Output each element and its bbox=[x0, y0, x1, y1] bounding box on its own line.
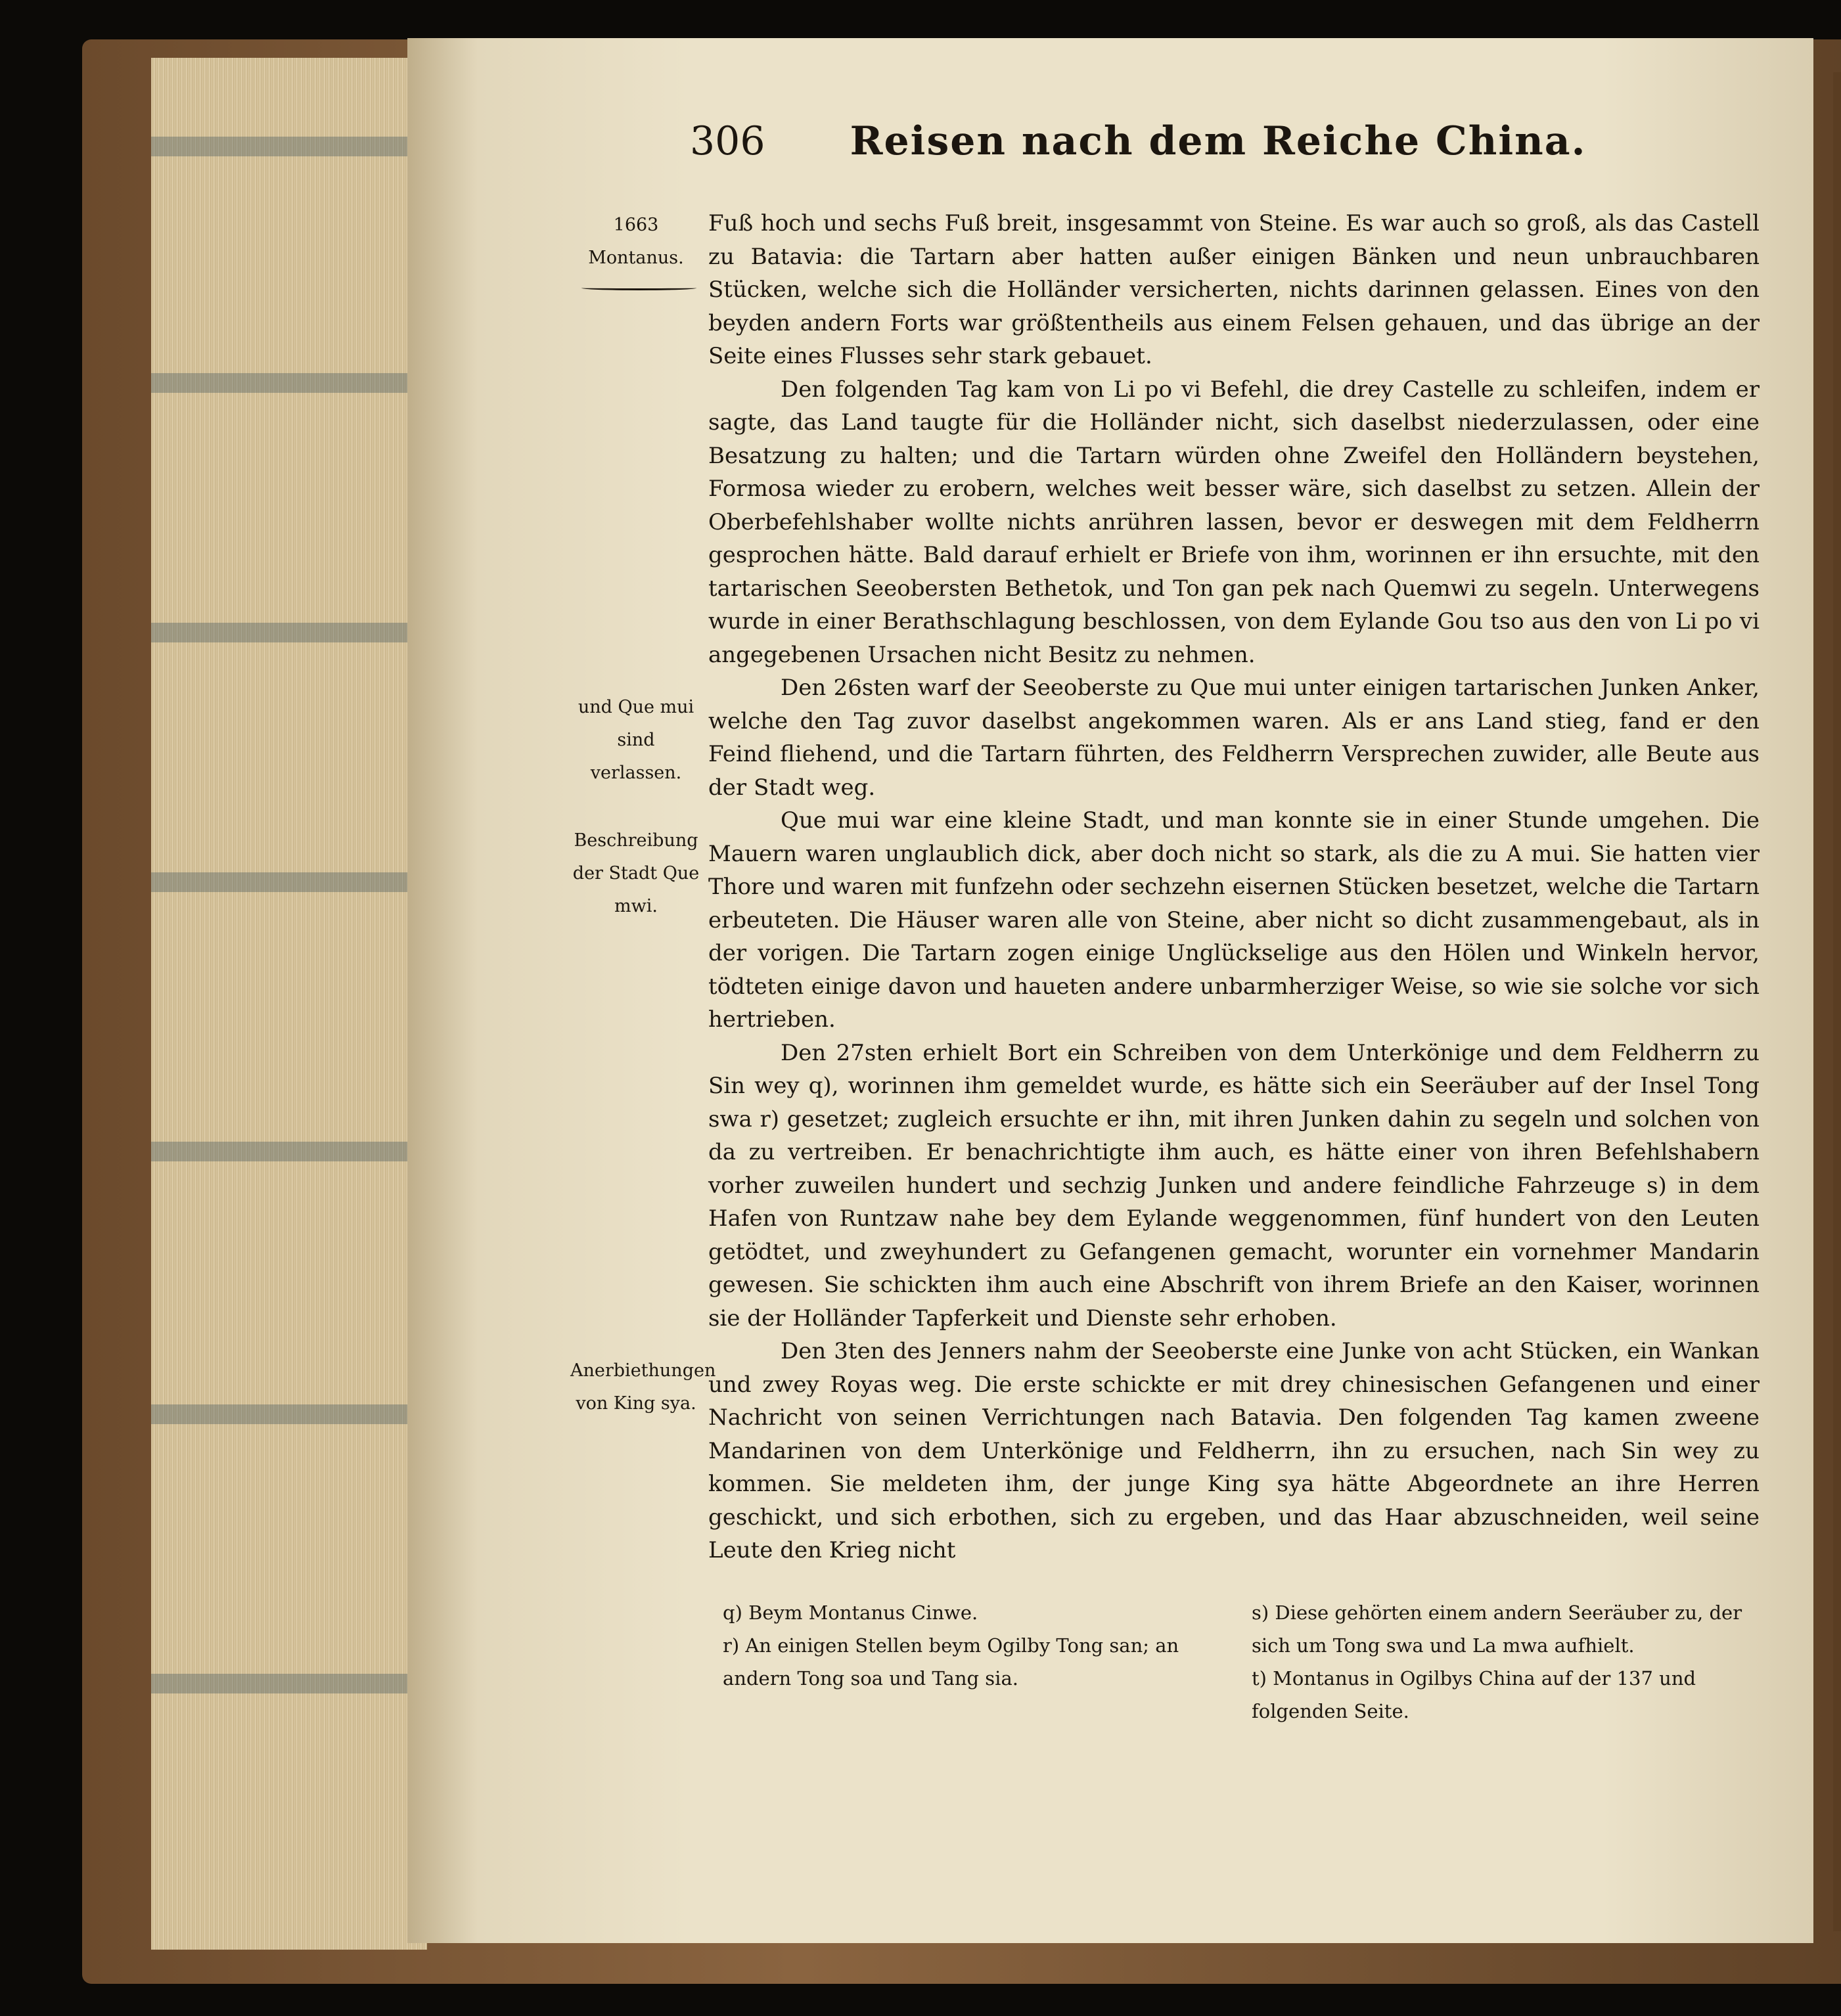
footnote: q) Beym Montanus Cinwe. bbox=[723, 1602, 978, 1624]
paragraph: Fuß hoch und sechs Fuß breit, insgesammt von Steine. Es war auch so groß, als das Castell zu Batavia: die Tartarn aber hatten außer einigen Bänken und neun unbrauchbaren Stücken, welche sich die Holländer versicherten, nichts darinnen gelassen. Eines von den beyden andern Forts war größtentheils aus einem Felsen gehauen, und das übrige an der Seite eines Flusses sehr stark gebauet. bbox=[708, 210, 1760, 369]
footnote: s) Diese gehörten einem andern Seeräuber zu, der sich um Tong swa und La mwa aufhielt. bbox=[1252, 1602, 1742, 1657]
margin-note-king-sya: Anerbiethungen von King sya. bbox=[570, 1360, 716, 1414]
paragraph: Que mui war eine kleine Stadt, und man konnte sie in einer Stunde umgehen. Die Mauern waren unglaublich dick, aber doch nicht so stark, als die zu A mui. Sie hatten vier Thore und waren mit funfzehn oder sechzehn eisernen Stücken besetzet, welche die Tartarn erbeuteten. Die Häuser waren alle von Steine, aber nicht so dicht zusammengebaut, als in der vorigen. Die Tartarn zogen einige Unglückselige aus den Hölen und Winkeln hervor, tödteten einige davon und haueten andere unbarmherziger Weise, so wie sie solche vor sich hertrieben. bbox=[708, 807, 1760, 1033]
footnotes-right bbox=[1252, 1596, 1758, 1728]
running-header bbox=[690, 118, 1587, 164]
paragraph: Den 27sten erhielt Bort ein Schreiben von dem Unterkönige und dem Feldherrn zu Sin wey q), worinnen ihm gemeldet wurde, es hätte sich ein Seeräuber auf der Insel Tong swa r) gesetzet; zugleich ersuchte er ihn, mit ihren Junken dahin zu segeln und solchen von da zu vertreiben. Er benachrichtigte ihm auch, es hätte einer von ihren Befehlshabern vorher zuweilen hundert und sechzig Junken und andere feindliche Fahrzeuge s) in dem Hafen von Runtzaw nahe bey dem Eylande weggenommen, fünf hundert von den Leuten getödtet, und zweyhundert zu Gefangenen gemacht, worunter ein vornehmer Mandarin gewesen. Sie schickten ihm auch eine Abschrift von ihrem Briefe an den Kaiser, worinnen sie der Holländer Tapferkeit und Dienste sehr erhoben. bbox=[708, 1039, 1760, 1332]
margin-note-description: Beschreibung der Stadt Que mwi. bbox=[572, 830, 700, 916]
margin-source: Montanus. bbox=[588, 248, 684, 268]
footnote: r) An einigen Stellen beym Ogilby Tong san; an andern Tong soa und Tang sia. bbox=[723, 1634, 1179, 1690]
paragraph: Den folgenden Tag kam von Li po vi Befehl, die drey Castelle zu schleifen, indem er sagte, das Land taugte für die Holländer nicht, sich daselbst niederzulassen, oder eine Besatzung zu halten; und die Tartarn würden ohne Zweifel den Holländern beystehen, Formosa wieder zu erobern, welches weit besser wäre, sich daselbst zu setzen. Allein der Oberbefehlshaber wollte nichts anrühren lassen, bevor er deswegen mit dem Feldherrn gesprochen hätte. Bald darauf erhielt er Briefe von ihm, worinnen er ihn ersuchte, mit den tartarischen Seeobersten Bethetok, und Ton gan pek nach Quemwi zu segeln. Unterwegens wurde in einer Berathschlagung beschlossen, von dem Eylande Gou tso aus den von Li po vi angegebenen Ursachen nicht Besitz zu nehmen. bbox=[708, 376, 1760, 668]
page-edges bbox=[151, 58, 427, 1950]
paragraph: Den 26sten warf der Seeoberste zu Que mui unter einigen tartarischen Junken Anker, welche den Tag zuvor daselbst angekommen waren. Als er ans Land stieg, fand er den Feind fliehend, und die Tartarn führten, des Feldherrn Versprechen zuwider, alle Beute aus der Stadt weg. bbox=[708, 675, 1760, 801]
margin-year: 1663 bbox=[613, 215, 659, 235]
footnote: t) Montanus in Ogilbys China auf der 137 und folgenden Seite. bbox=[1252, 1667, 1696, 1722]
paragraph: Den 3ten des Jenners nahm der Seeoberste eine Junke von acht Stücken, ein Wankan und zwey Royas weg. Die erste schickte er mit drey chinesischen Gefangenen und einer Nachricht von seinen Verrichtungen nach Batavia. Den folgenden Tag kamen zweene Mandarinen von dem Unterkönige und Feldherrn, ihn zu ersuchen, nach Sin wey zu kommen. Sie meldeten ihm, der junge King sya hätte Abgeordnete an ihre Herren geschickt, und sich erbothen, sich zu ergeben, und das Haar abzuschneiden, weil seine Leute den Krieg nicht bbox=[708, 1338, 1760, 1563]
page-title: Reisen nach dem Reiche China. bbox=[850, 118, 1587, 164]
page-number: 306 bbox=[690, 118, 765, 164]
main-text bbox=[708, 207, 1760, 1567]
footnotes-left bbox=[723, 1596, 1235, 1695]
next-page-edge bbox=[1833, 72, 1841, 1931]
margin-brace bbox=[581, 286, 696, 290]
margin-note-que-mui: und Que mui sind verlassen. bbox=[578, 697, 694, 783]
